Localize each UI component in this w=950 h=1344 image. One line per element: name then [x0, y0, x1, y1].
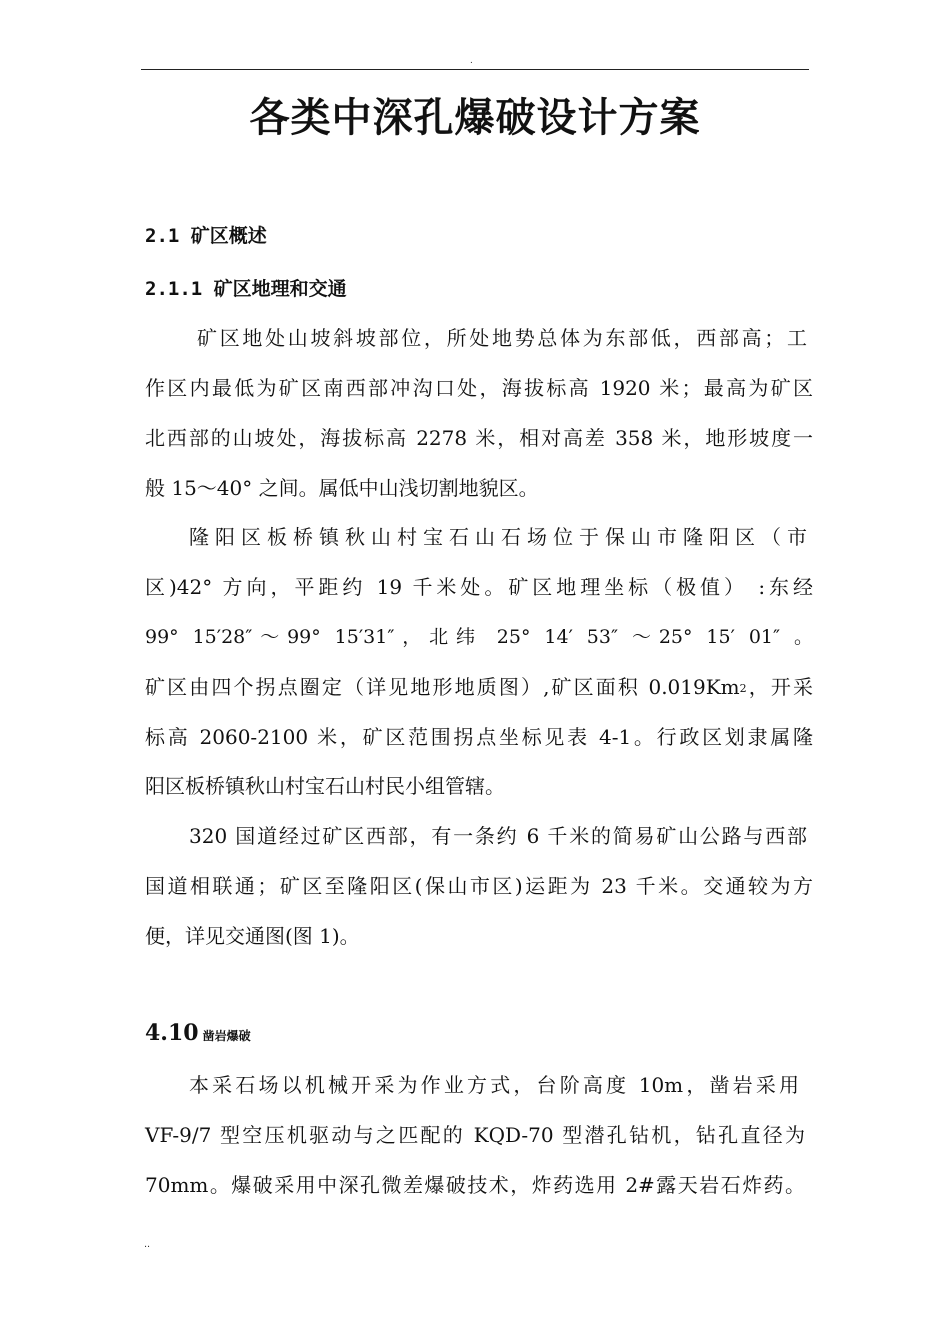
header-rule — [141, 69, 809, 70]
paragraph-3-line-2: 国道相联通；矿区至隆阳区(保山市区)运距为 23 千米。交通较为方 — [145, 874, 813, 898]
header-mark: . — [470, 55, 473, 66]
paragraph-1-line-4: 般 15～40° 之间。属低中山浅切割地貌区。 — [145, 476, 539, 500]
paragraph-2-line-3: 99° 15′28″～99° 15′31″，北纬 25° 14′ 53″ ～25° 15′ 01″ 。 — [145, 626, 813, 648]
section-heading-2-1-1: 2.1.1 矿区地理和交通 — [145, 278, 347, 300]
paragraph-3-line-3: 便，详见交通图(图 1)。 — [145, 924, 360, 948]
paragraph-2-line-4 — [145, 672, 813, 704]
paragraph-2-line-4-text: 矿区由四个拐点圈定（详见地形地质图）,矿区面积 0.019Km — [145, 675, 740, 699]
paragraph-2-line-1: 隆阳区板桥镇秋山村宝石山石场位于保山市隆阳区（市 — [189, 525, 807, 549]
paragraph-2-line-4-tail: ，开采 — [746, 675, 813, 699]
paragraph-2-line-2: 区)42° 方向，平距约 19 千米处。矿区地理坐标（极值） :东经 — [145, 575, 813, 599]
paragraph-4-line-2: VF-9/7 型空压机驱动与之匹配的 KQD-70 型潜孔钻机，钻孔直径为 — [145, 1123, 805, 1147]
paragraph-2-line-5: 标高 2060-2100 米，矿区范围拐点坐标见表 4-1。行政区划隶属隆 — [145, 725, 813, 749]
paragraph-3-line-1: 320 国道经过矿区西部，有一条约 6 千米的简易矿山公路与西部 — [189, 824, 807, 848]
paragraph-1-line-3: 北西部的山坡处，海拔标高 2278 米，相对高差 358 米，地形坡度一 — [145, 426, 813, 450]
area-unit-superscript: 2 — [739, 682, 747, 695]
footer-mark: .. — [144, 1238, 151, 1250]
paragraph-2-line-6: 阳区板桥镇秋山村宝石山村民小组管辖。 — [145, 774, 505, 798]
section-heading-4-10 — [145, 1020, 251, 1049]
section-heading-2-1: 2.1 矿区概述 — [145, 225, 267, 247]
document-title: 各类中深孔爆破设计方案 — [249, 95, 701, 141]
paragraph-4-line-1: 本采石场以机械开采为作业方式，台阶高度 10m，凿岩采用 — [189, 1073, 799, 1097]
paragraph-1-line-1: 矿区地处山坡斜坡部位，所处地势总体为东部低，西部高；工 — [197, 326, 807, 350]
paragraph-4-line-3: 70mm。爆破采用中深孔微差爆破技术，炸药选用 2#露天岩石炸药。 — [145, 1173, 805, 1197]
paragraph-1-line-2: 作区内最低为矿区南西部冲沟口处，海拔标高 1920 米；最高为矿区 — [145, 376, 813, 400]
section-heading-4-10-number: 4.10 — [145, 1020, 199, 1046]
section-heading-4-10-label: 凿岩爆破 — [202, 1029, 251, 1043]
